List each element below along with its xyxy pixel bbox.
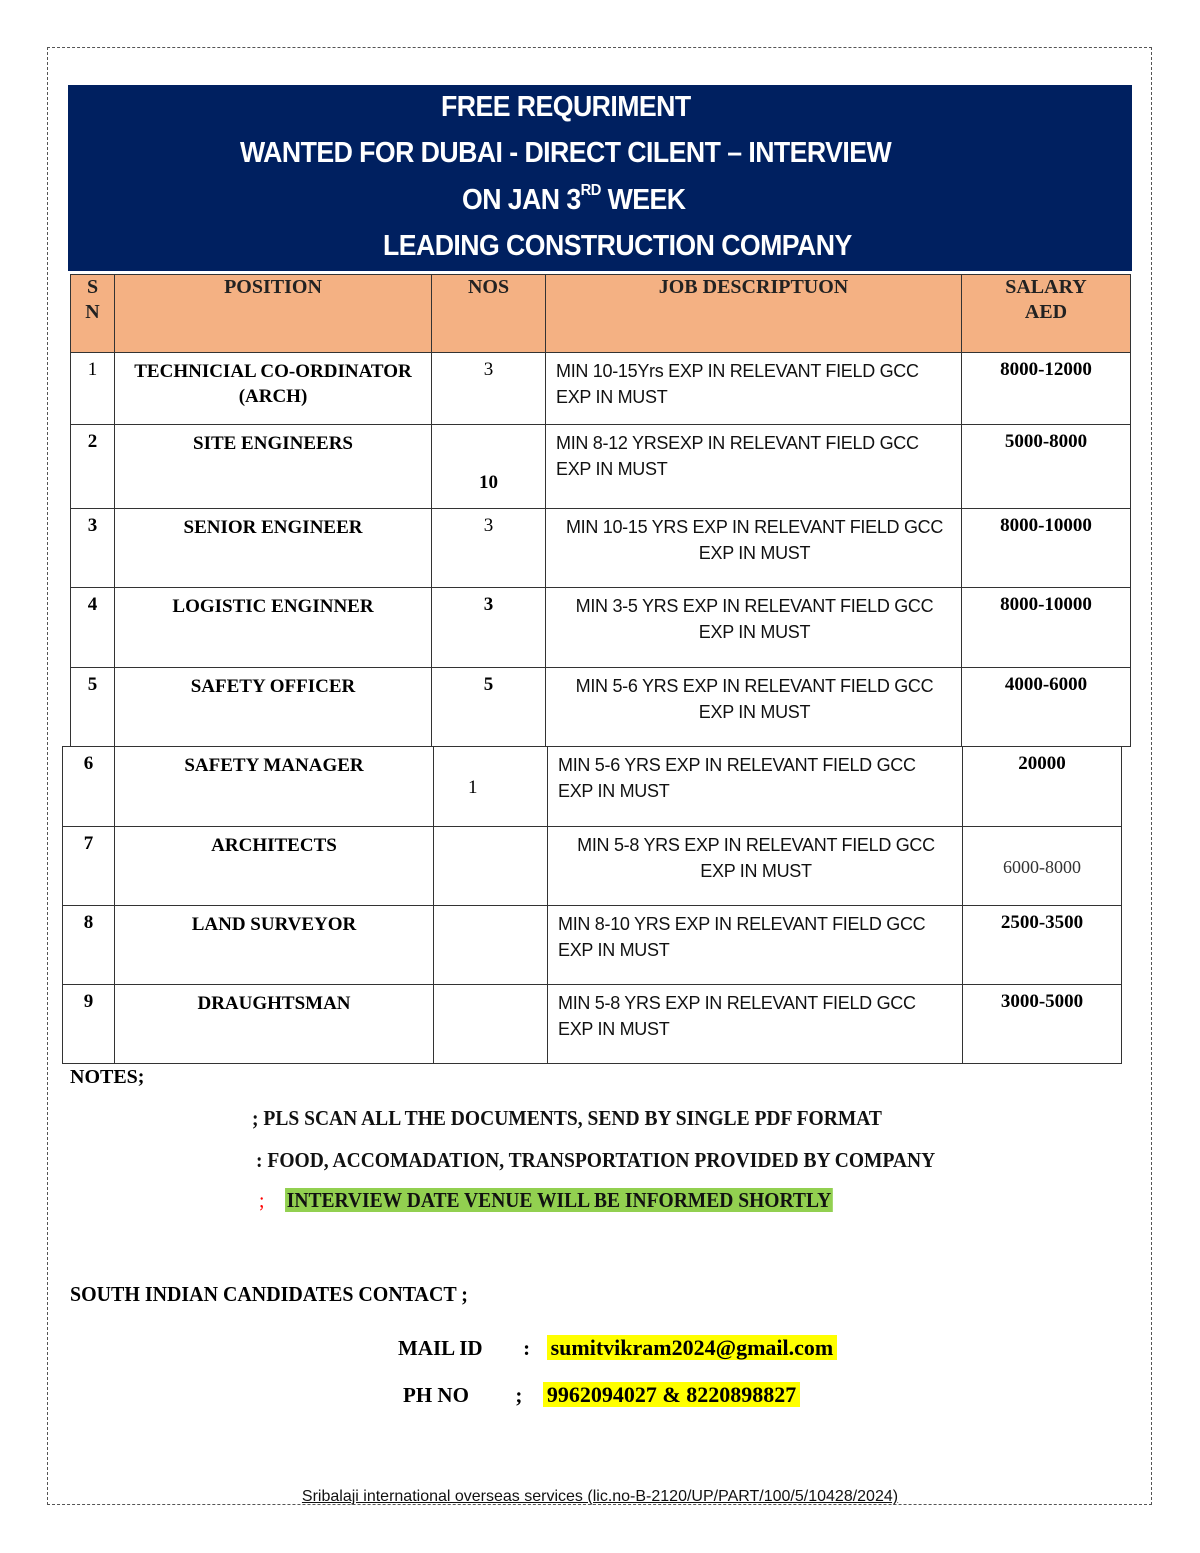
row-nos: 1: [434, 747, 548, 827]
row-salary: 5000-8000: [962, 425, 1131, 509]
row-nos: 3: [432, 509, 546, 588]
header-nos: NOS: [432, 275, 546, 353]
header-sn-line-2: N: [85, 301, 100, 323]
mail-label: MAIL ID: [398, 1336, 483, 1360]
mail-link[interactable]: sumitvikram2024@gmail.com: [547, 1335, 838, 1360]
row-description: MIN 5-8 YRS EXP IN RELEVANT FIELD GCC EXP IN MUST: [548, 985, 963, 1064]
table-row: [71, 588, 1131, 668]
banner-line-2: WANTED FOR DUBAI - DIRECT CILENT – INTERVIEW: [240, 137, 892, 169]
positions-table-upper: [70, 274, 1131, 747]
notes-title: NOTES;: [70, 1066, 145, 1088]
note-interview-venue: [259, 1188, 833, 1213]
row-sn: 9: [63, 985, 115, 1064]
row-sn: 6: [63, 747, 115, 827]
row-position: LAND SURVEYOR: [115, 906, 434, 985]
row-salary: 8000-10000: [962, 509, 1131, 588]
row-nos: 10: [432, 425, 546, 509]
row-salary: 3000-5000: [963, 985, 1122, 1064]
note-scan-documents: ; PLS SCAN ALL THE DOCUMENTS, SEND BY SINGLE PDF FORMAT: [252, 1106, 882, 1130]
header-salary-line-2: AED: [1024, 301, 1068, 323]
row-description: MIN 5-6 YRS EXP IN RELEVANT FIELD GCC EXP IN MUST: [548, 747, 963, 827]
table-row: [63, 747, 1122, 827]
row-salary: 6000-8000: [963, 827, 1122, 906]
row-nos: 3: [432, 588, 546, 668]
positions-table-lower: [62, 746, 1122, 1064]
row-position: LOGISTIC ENGINNER: [115, 588, 432, 668]
row-nos: 3: [432, 353, 546, 425]
phone-numbers[interactable]: 9962094027 & 8220898827: [543, 1382, 800, 1407]
row-nos: [434, 906, 548, 985]
row-sn: 4: [71, 588, 115, 668]
banner-line-3: [462, 184, 686, 217]
table-row: [63, 906, 1122, 985]
table-header-row: [71, 275, 1131, 353]
note-food-accommodation: : FOOD, ACCOMADATION, TRANSPORTATION PROVIDED BY COMPANY: [256, 1148, 936, 1172]
phone-separator: ;: [515, 1383, 523, 1407]
mail-separator: :: [523, 1336, 531, 1360]
row-sn: 5: [71, 668, 115, 747]
banner-line-3-text: ON JAN 3: [462, 184, 581, 216]
table-row: [71, 425, 1131, 509]
row-position: DRAUGHTSMAN: [115, 985, 434, 1064]
banner-line-3-suffix: WEEK: [600, 184, 686, 216]
row-sn: 8: [63, 906, 115, 985]
row-salary: 2500-3500: [963, 906, 1122, 985]
row-description: MIN 10-15 YRS EXP IN RELEVANT FIELD GCC EXP IN MUST: [546, 509, 962, 588]
row-description: MIN 8-12 YRSEXP IN RELEVANT FIELD GCC EXP IN MUST: [546, 425, 962, 509]
contact-title: SOUTH INDIAN CANDIDATES CONTACT ;: [70, 1282, 468, 1306]
contact-mail-row: [398, 1335, 837, 1361]
table-row: [63, 827, 1122, 906]
header-position: POSITION: [115, 275, 432, 353]
row-sn: 2: [71, 425, 115, 509]
table-row: [71, 353, 1131, 425]
header-sn-line-1: S: [86, 276, 99, 298]
row-salary: 20000: [963, 747, 1122, 827]
row-salary: 8000-12000: [962, 353, 1131, 425]
header-banner: [68, 85, 1132, 271]
row-nos: [434, 985, 548, 1064]
header-salary: [962, 275, 1131, 353]
row-nos: 5: [432, 668, 546, 747]
row-position: SAFETY MANAGER: [115, 747, 434, 827]
table-row: [63, 985, 1122, 1064]
header-job-description: JOB DESCRIPTUON: [546, 275, 962, 353]
row-description: MIN 5-8 YRS EXP IN RELEVANT FIELD GCC EXP IN MUST: [548, 827, 963, 906]
note-bullet-semicolon: ;: [259, 1188, 265, 1212]
contact-phone-row: [403, 1382, 800, 1408]
row-description: MIN 3-5 YRS EXP IN RELEVANT FIELD GCC EXP IN MUST: [546, 588, 962, 668]
row-description: MIN 10-15Yrs EXP IN RELEVANT FIELD GCC EXP IN MUST: [546, 353, 962, 425]
banner-line-1: FREE REQURIMENT: [441, 91, 691, 123]
row-position: SITE ENGINEERS: [115, 425, 432, 509]
row-position: ARCHITECTS: [115, 827, 434, 906]
banner-line-4: LEADING CONSTRUCTION COMPANY: [383, 230, 852, 262]
header-sn: [71, 275, 115, 353]
row-sn: 7: [63, 827, 115, 906]
row-sn: 3: [71, 509, 115, 588]
header-salary-line-1: SALARY: [1005, 276, 1087, 298]
table-row: [71, 668, 1131, 747]
row-position: SAFETY OFFICER: [115, 668, 432, 747]
row-description: MIN 8-10 YRS EXP IN RELEVANT FIELD GCC EXP IN MUST: [548, 906, 963, 985]
phone-label: PH NO: [403, 1383, 469, 1407]
row-position: TECHNICIAL CO-ORDINATOR (ARCH): [115, 353, 432, 425]
row-sn: 1: [71, 353, 115, 425]
row-nos: [434, 827, 548, 906]
table-row: [71, 509, 1131, 588]
row-position: SENIOR ENGINEER: [115, 509, 432, 588]
row-description: MIN 5-6 YRS EXP IN RELEVANT FIELD GCC EXP IN MUST: [546, 668, 962, 747]
row-salary: 8000-10000: [962, 588, 1131, 668]
footer-license: Sribalaji international overseas services (lic.no-B-2120/UP/PART/100/5/10428/2024): [301, 1488, 899, 1505]
banner-line-3-superscript: RD: [580, 182, 601, 199]
note-interview-highlight: INTERVIEW DATE VENUE WILL BE INFORMED SHORTLY: [286, 1188, 832, 1212]
row-salary: 4000-6000: [962, 668, 1131, 747]
